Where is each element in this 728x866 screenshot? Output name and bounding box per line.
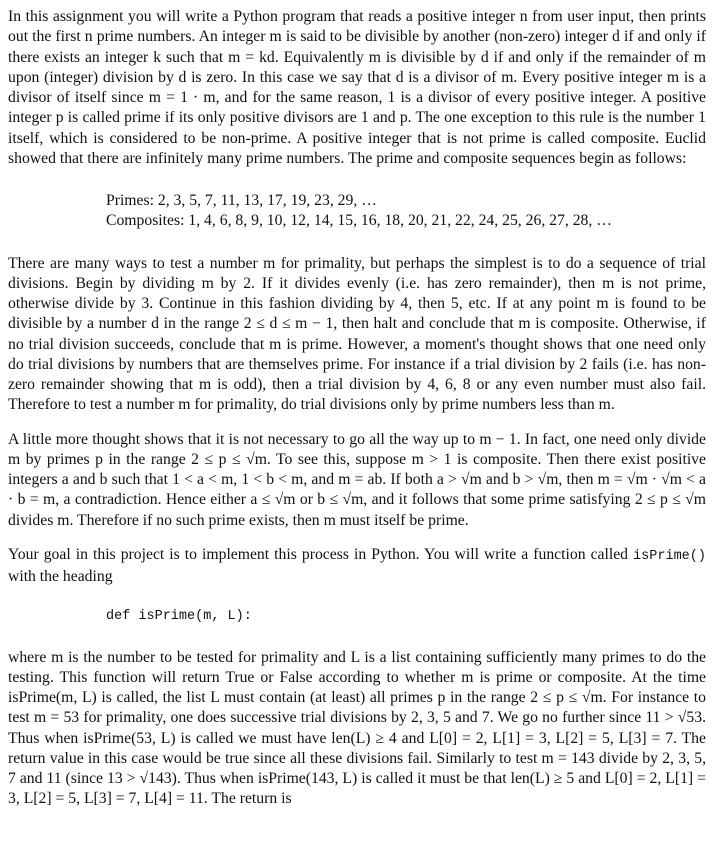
sequence-block xyxy=(106,191,706,232)
goal-text-end: with the heading xyxy=(8,568,113,585)
paragraph-trial-division: There are many ways to test a number m for primality, but perhaps the simplest is to do a sequence of trial divisions. Begin by dividing m by 2. If it divides evenly (i.e. has zero remainder), then m is not prime, otherwise divide by 3. Continue in this fashion dividing by 4, then 5, etc. If at any point m is found to be divisible by a number d in the range 2 ≤ d ≤ m − 1, then halt and conclude that m is composite. Otherwise, if no trial division succeeds, conclude that m is prime. However, a moment's thought shows that one need only do trial divisions by numbers that are themselves prime. For instance if a trial division by 2 fails (i.e. has non-zero remainder showing that m is odd), then a trial division by 4, 6, 8 or any even number must also fail. Therefore to test a number m for primality, do trial divisions only by prime numbers less than m. xyxy=(8,254,706,414)
paragraph-sqrt-bound: A little more thought shows that it is not necessary to go all the way up to m − 1. In fact, one need only divide m by primes p in the range 2 ≤ p ≤ √m. To see this, suppose m > 1 is composite. Then there exist positive integers a and b such that 1 < a < m, 1 < b < m, and m = ab. If both a > √m and b > √m, then m = √m · √m < a · b = m, a contradiction. Hence either a ≤ √m or b ≤ √m, and it follows that some prime satisfying 2 ≤ p ≤ √m divides m. Therefore if no such prime exists, then m must itself be prime. xyxy=(8,430,706,529)
paragraph-function-details: where m is the number to be tested for primality and L is a list containing sufficiently many primes to do the testing. This function will return True or False according to whether m is prime or composite. At the time isPrime(m, L) is called, the list L must contain (at least) all primes p in the range 2 ≤ p ≤ √m. For instance to test m = 53 for primality, one does successive trial divisions by 2, 3, 5 and 7. We go no further since 11 > √53. Thus when isPrime(53, L) is called we must have len(L) ≥ 4 and L[0] = 2, L[1] = 3, L[2] = 5, L[3] = 7. The return value in this case would be true since all these divisions fail. Similarly to test m = 143 divide by 2, 3, 5, 7 and 11 (since 13 > √143). Thus when isPrime(143, L) is called it must be that len(L) ≥ 5 and L[0] = 2, L[1] = 3, L[2] = 5, L[3] = 7, L[4] = 11. The return is xyxy=(8,648,706,808)
paragraph-goal xyxy=(8,545,706,588)
goal-text-start: Your goal in this project is to implement this process in Python. You will write a function called xyxy=(8,545,634,563)
paragraph-intro: In this assignment you will write a Python program that reads a positive integer n from user input, then prints out the first n prime numbers. An integer m is said to be divisible by another (non-zero) integer d if and only if there exists an integer k such that m = kd. Equivalently m is divisible by d if and only if the remainder of m upon (integer) division by d is zero. In this case we say that d is a divisor of m. Every positive integer m is a divisor of itself since m = 1 · m, and for the same reason, 1 is a divisor of every positive integer. A positive integer p is called prime if its only positive divisors are 1 and p. The one exception to this rule is the number 1 itself, which is considered to be non-prime. A positive integer that is not prime is called composite. Euclid showed that there are infinitely many prime numbers. The prime and composite sequences begin as follows: xyxy=(8,8,706,167)
function-name-code: isPrime() xyxy=(633,548,706,564)
code-heading: def isPrime(m, L): xyxy=(106,609,252,625)
primes-line: Primes: 2, 3, 5, 7, 11, 13, 17, 19, 23, 29, … xyxy=(106,192,377,209)
composites-line: Composites: 1, 4, 6, 8, 9, 10, 12, 14, 15, 16, 18, 20, 21, 22, 24, 25, 26, 27, 28, … xyxy=(106,212,612,230)
